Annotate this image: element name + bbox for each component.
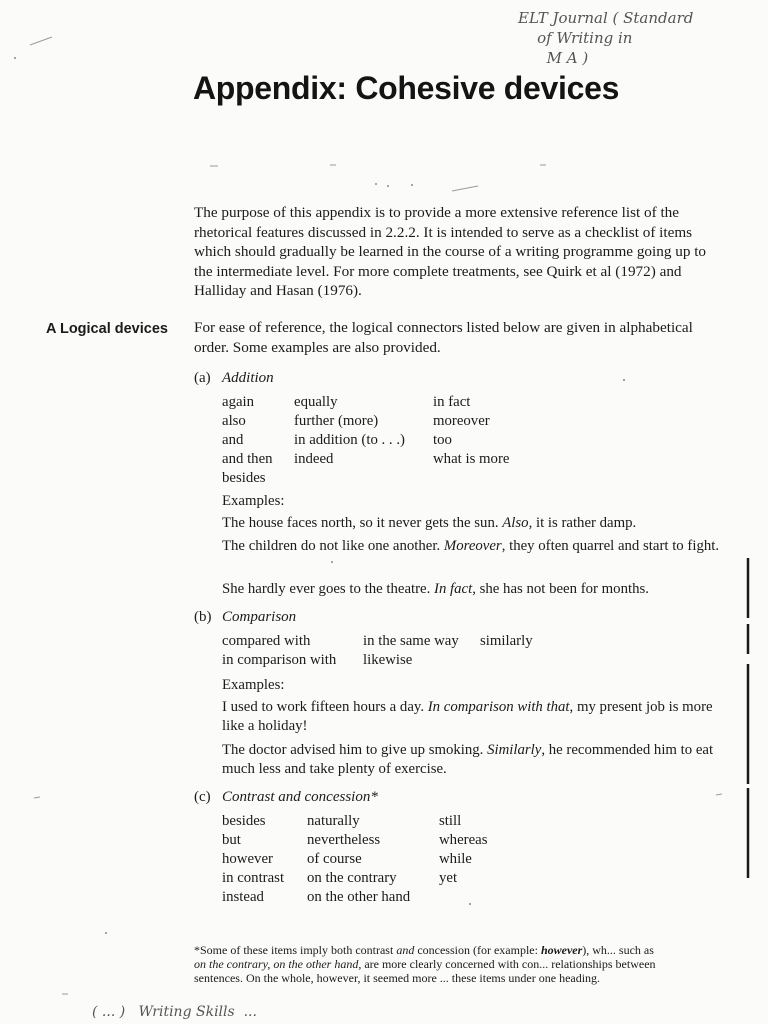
list-item: compared with [222,633,311,649]
contrast-column-2 [307,812,410,907]
list-item: in the same way [363,633,459,649]
page-title: Appendix: Cohesive devices [193,70,620,106]
binding-edge-mark [744,528,754,908]
addition-column-1 [222,393,273,488]
comparison-name: Comparison [222,609,297,625]
example-text: The house faces north, so it never gets the sun. [222,515,503,531]
addition-label: (a) [194,370,211,386]
example-text: I used to work fifteen hours a day. [222,699,428,715]
list-item: too [433,432,452,448]
example-text: , it is rather damp. [528,515,637,531]
list-item: moreover [433,413,490,429]
list-item: besides [222,813,266,829]
example-text: , she has not been for months. [472,581,649,597]
comparison-column-1 [222,632,336,670]
addition-column-3 [433,393,509,469]
example-sentence [222,537,722,556]
contrast-label: (c) [194,789,211,805]
contrast-heading [194,789,378,806]
example-text: , my present job is more like a holiday! [222,699,713,734]
list-item: on the contrary [307,870,397,886]
example-connector: Similarly [487,742,542,758]
footnote-text: , are more clearly concerned with con... relationships between sentences. On the whole, however, it seemed more ... these items under one heading. [194,957,656,985]
comparison-heading [194,609,296,626]
contrast-column-3 [439,812,487,888]
section-a-intro: For ease of reference, the logical connectors listed below are given in alphabetical order. Some examples are also provided. [194,319,693,356]
addition-column-2 [294,393,405,469]
list-item: in addition (to . . .) [294,432,405,448]
list-item: besides [222,470,266,486]
comparison-examples-label: Examples: [222,677,285,693]
contrast-name: Contrast and concession* [222,789,378,805]
footnote-text: concession (for example: [414,943,541,957]
list-item: however [222,851,273,867]
list-item: nevertheless [307,832,381,848]
example-text: The doctor advised him to give up smoking. [222,742,488,758]
list-item: but [222,832,241,848]
example-text: , they often quarrel and start to fight. [501,538,720,554]
list-item: again [222,394,255,410]
section-a-heading: A Logical devices [46,321,168,337]
footnote-emphasis: and [396,943,415,957]
example-sentence [222,580,722,599]
handwritten-annotation: ELT Journal ( Standard of Writing in M A ) [518,9,694,67]
list-item: similarly [480,633,533,649]
list-item: on the other hand [307,889,411,905]
example-connector: Also [502,515,529,531]
example-sentence [222,514,722,533]
addition-examples-label: Examples: [222,493,285,509]
contrast-column-1 [222,812,284,907]
list-item: whereas [439,832,488,848]
list-item: still [439,813,462,829]
footnote-text: *Some of these items imply both contrast [194,943,397,957]
list-item: yet [439,870,458,886]
comparison-column-3 [480,632,533,651]
list-item: also [222,413,246,429]
list-item: indeed [294,451,334,467]
list-item: in fact [433,394,471,410]
footnote [194,943,664,985]
list-item: of course [307,851,362,867]
list-item: likewise [363,652,413,668]
list-item: what is more [433,451,510,467]
list-item: equally [294,394,338,410]
addition-name: Addition [222,370,274,386]
example-connector: In comparison with that [427,699,570,715]
list-item: in comparison with [222,652,337,668]
example-sentence [222,698,722,736]
example-text: She hardly ever goes to the theatre. [222,581,435,597]
footnote-emphasis: on the contrary, on the other hand [194,957,359,971]
list-item: further (more) [294,413,379,429]
addition-heading [194,370,274,387]
comparison-label: (b) [194,609,212,625]
example-sentence [222,741,722,779]
list-item: and then [222,451,273,467]
example-connector: In fact [434,581,473,597]
handwritten-annotation-bottom: ( ... ) Writing Skills ... [92,1004,257,1020]
footnote-emphasis: however [540,943,583,957]
list-item: instead [222,889,264,905]
example-text: , he recommended him to eat much less and take plenty of exercise. [222,742,714,777]
list-item: in contrast [222,870,285,886]
list-item: while [439,851,472,867]
intro-paragraph: The purpose of this appendix is to provide a more extensive reference list of the rhetorical features discussed in 2.2.2. It is intended to serve as a checklist of items which should gradually be learned in the course of a writing programme going up to the intermediate level. For more complete treatments, see Quirk et al (1972) and Halliday and Hasan (1976). [194,204,707,299]
comparison-column-2 [363,632,459,670]
list-item: naturally [307,813,360,829]
example-connector: Moreover [443,538,502,554]
list-item: and [222,432,244,448]
example-text: The children do not like one another. [222,538,444,554]
footnote-text: ), wh... such as [582,943,654,957]
